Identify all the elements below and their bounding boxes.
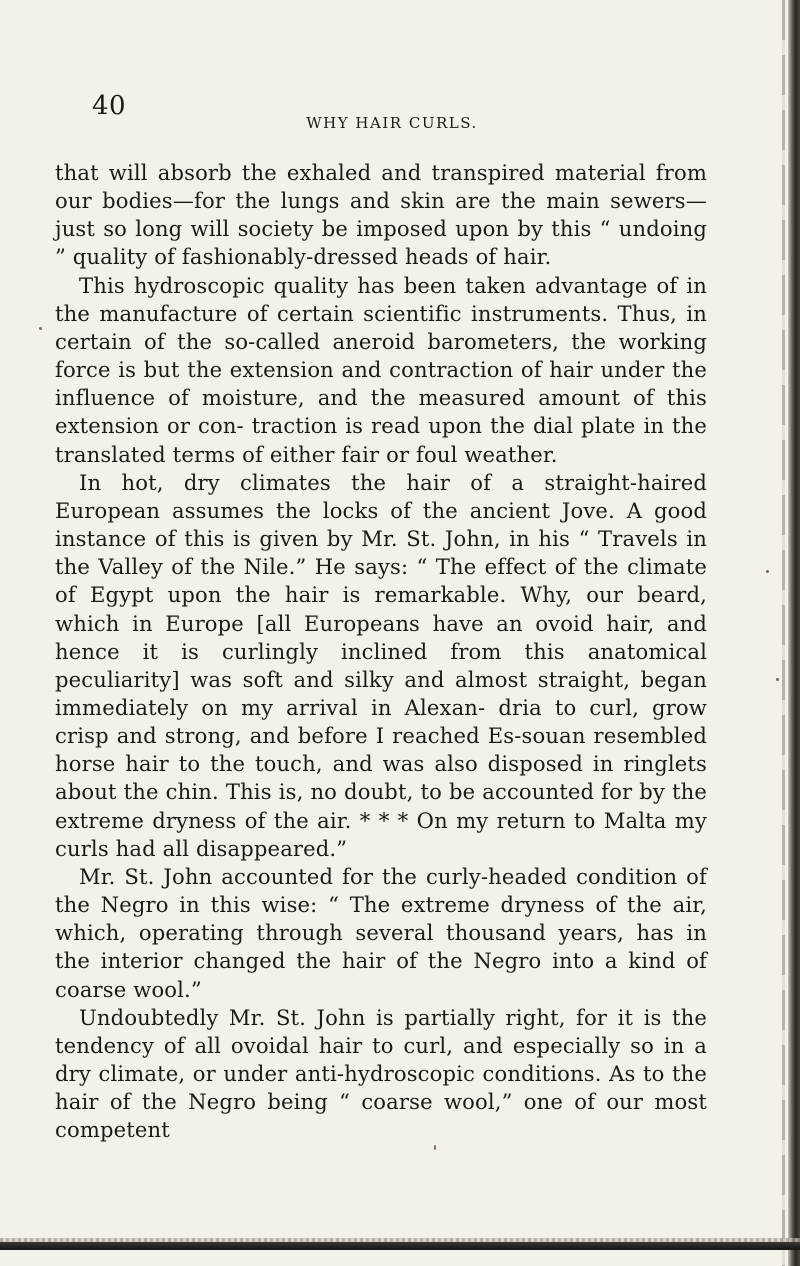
page-speck <box>39 327 42 330</box>
body-text <box>55 159 707 1144</box>
running-head: WHY HAIR CURLS. <box>306 114 478 132</box>
page-speck <box>776 678 779 681</box>
book-spine-edge <box>788 0 800 1266</box>
page-number: 40 <box>92 91 127 121</box>
paragraph-hydroscopic-instruments: This hydroscopic quality has been taken advantage of in the manufacture of certain scientific instruments. Thus, in certain of the so-called aneroid barometers, the working force is but the extension and contraction of hair under the influence of moisture, and the measured amount of this extension or con- traction is read upon the dial plate in the translated terms of either fair or foul weather. <box>55 272 707 467</box>
page-bottom-edge <box>0 1242 800 1250</box>
book-edge-shadow <box>782 0 785 1266</box>
paragraph-negro-hair: Mr. St. John accounted for the curly-headed condition of the Negro in this wise: “ The extreme dryness of the air, which, operating through several thousand years, has in the interior changed the hair of the Negro into a kind of coarse wool.” <box>55 863 707 1002</box>
page-speck <box>434 1145 436 1150</box>
paragraph-hot-climates: In hot, dry climates the hair of a straight-haired European assumes the locks of the ancient Jove. A good instance of this is given by Mr. St. John, in his “ Travels in the Valley of the Nile.” He says: “ The effect of the climate of Egypt upon the hair is remarkable. Why, our beard, which in Europe [all Europeans have an ovoid hair, and hence it is curlingly inclined from this anatomical peculiarity] was soft and silky and almost straight, began immediately on my arrival in Alexan- dria to curl, grow crisp and strong, and before I reached Es-souan resembled horse hair to the touch, and was also disposed in ringlets about the chin. This is, no doubt, to be accounted for by the extreme dryness of the air. * * * On my return to Malta my curls had all disappeared.” <box>55 469 707 861</box>
page-speck <box>766 570 769 573</box>
paragraph-continuation: that will absorb the exhaled and transpired material from our bodies—for the lungs and skin are the main sewers—just so long will society be imposed upon by this “ undoing ” quality of fashionably-dressed heads of hair. <box>55 160 707 270</box>
paragraph-ovoidal-hair: Undoubtedly Mr. St. John is partially right, for it is the tendency of all ovoidal hair to curl, and especially so in a dry climate, or under anti-hydroscopic conditions. As to the hair of the Negro being “ coarse wool,” one of our most competent <box>55 1004 707 1143</box>
